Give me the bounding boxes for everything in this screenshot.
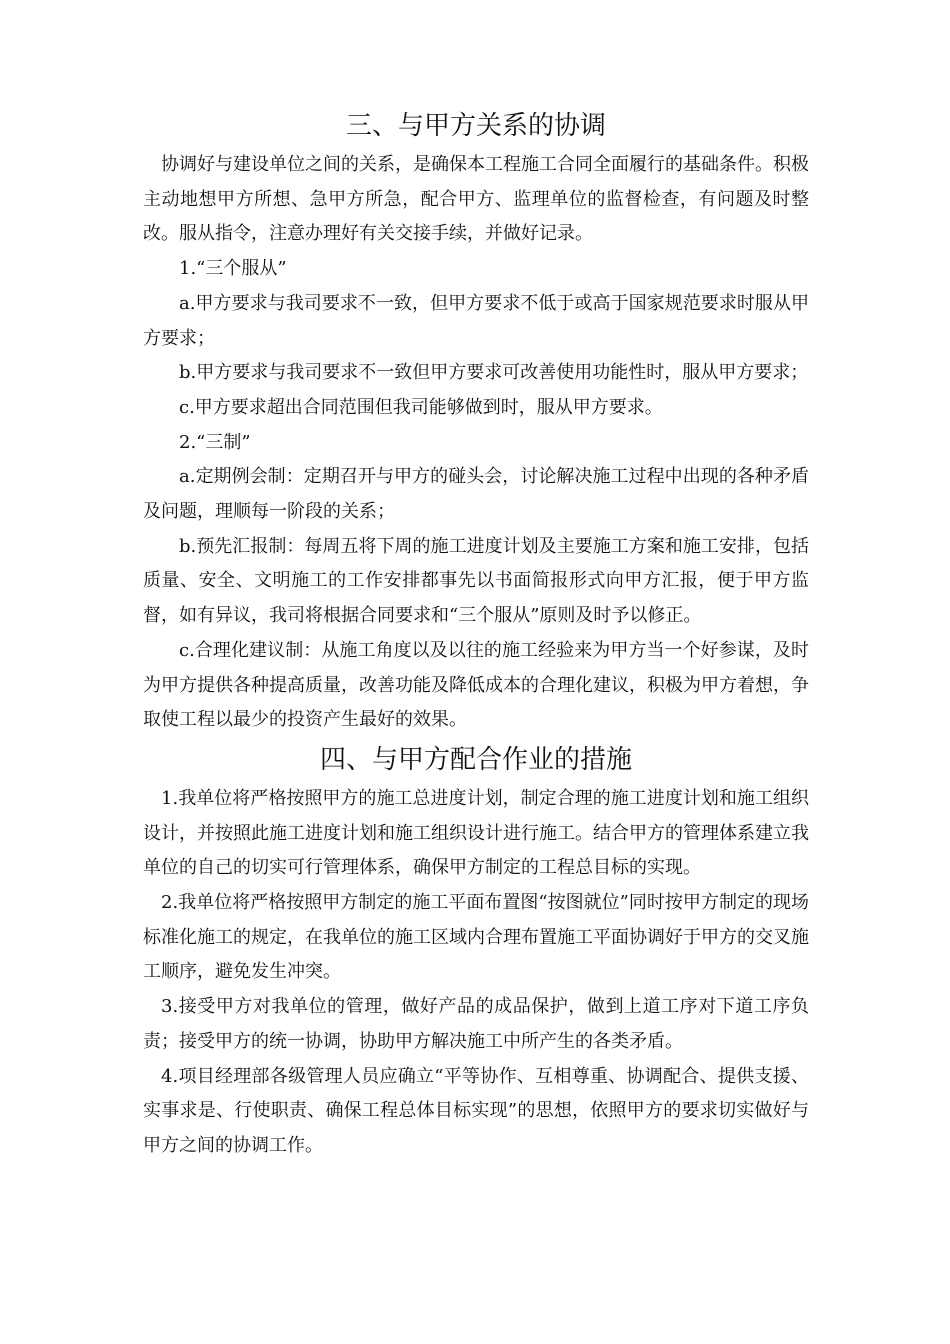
document-body [143, 104, 809, 1164]
section-4-measure-4: 4.项目经理部各级管理人员应确立“平等协作、互相尊重、协调配合、提供支援、实事求是、行使职责、确保工程总体目标实现”的思想，依照甲方的要求切实做好与甲方之间的协调工作。 [143, 1065, 809, 1156]
section-3-obey-item-b: b.甲方要求与我司要求不一致但甲方要求可改善使用功能性时，服从甲方要求； [179, 362, 809, 384]
section-4-measure-1: 1.我单位将严格按照甲方的施工总进度计划，制定合理的施工进度计划和施工组织设计，并按照此施工进度计划和施工组织设计进行施工。结合甲方的管理体系建立我单位的自己的切实可行管理体系，确保甲方制定的工程总目标的实现。 [143, 787, 809, 879]
section-3-three-systems-heading: 2.“三制” [179, 431, 251, 453]
section-3-system-item-b: b.预先汇报制：每周五将下周的施工进度计划及主要施工方案和施工安排，包括质量、安全、文明施工的工作安排都事先以书面简报形式向甲方汇报，便于甲方监督，如有异议，我司将根据合同要求和“三个服从”原则及时予以修正。 [143, 535, 809, 627]
section-3-obey-item-c: c.甲方要求超出合同范围但我司能够做到时，服从甲方要求。 [179, 396, 663, 418]
section-3-system-item-c: c.合理化建议制：从施工角度以及以往的施工经验来为甲方当一个好参谋，及时为甲方提供各种提高质量，改善功能及降低成本的合理化建议，积极为甲方着想，争取使工程以最少的投资产生最好的效果。 [143, 639, 809, 731]
section-4-measure-3: 3.接受甲方对我单位的管理，做好产品的成品保护，做到上道工序对下道工序负责；接受甲方的统一协调，协助甲方解决施工中所产生的各类矛盾。 [143, 996, 809, 1052]
section-3-title: 三、与甲方关系的协调 [345, 111, 606, 141]
section-3-system-item-a: a.定期例会制：定期召开与甲方的碰头会，讨论解决施工过程中出现的各种矛盾及问题，理顺每一阶段的关系； [143, 466, 809, 523]
section-3-obey-item-a: a.甲方要求与我司要求不一致，但甲方要求不低于或高于国家规范要求时服从甲方要求； [143, 292, 809, 349]
section-3-three-obey-heading: 1.“三个服从” [179, 258, 287, 280]
section-4-title: 四、与甲方配合作业的措施 [319, 744, 632, 775]
section-4-measure-2: 2.我单位将严格按照甲方制定的施工平面布置图“按图就位”同时按甲方制定的现场标准化施工的规定，在我单位的施工区域内合理布置施工平面协调好于甲方的交叉施工顺序，避免发生冲突。 [143, 892, 809, 983]
section-3-intro-paragraph: 协调好与建设单位之间的关系，是确保本工程施工合同全面履行的基础条件。积极主动地想甲方所想、急甲方所急，配合甲方、监理单位的监督检查，有问题及时整改。服从指令，注意办理好有关交接手续，并做好记录。 [143, 154, 809, 245]
